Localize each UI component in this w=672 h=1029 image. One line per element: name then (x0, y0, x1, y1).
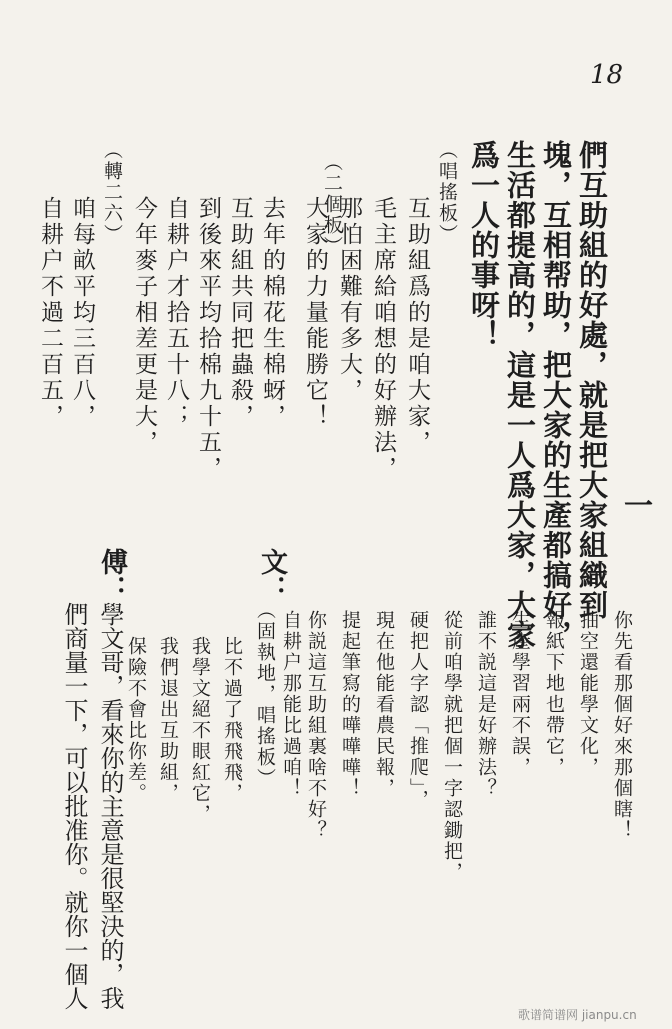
song-line: 大家的力量能勝它！ (302, 196, 328, 430)
watermark: 歌谱简谱网 jianpu.cn (518, 1008, 637, 1022)
verse-line: 抽空還能學文化， (577, 610, 599, 778)
song-line: 今年麥子相差更是大， (131, 196, 157, 456)
song-line: 那怕困難有多大， (336, 196, 362, 404)
stage-cue: （二個板） (321, 152, 343, 257)
song-line: 毛主席給咱想的好辦法， (370, 196, 396, 482)
speaker-label: 文： (256, 548, 287, 602)
verse-line: 你説這互助組裏啥不好？ (305, 610, 327, 841)
verse-line: 我們退出互助組， (157, 636, 179, 804)
verse-line: 自耕户那能比過咱！ (280, 610, 302, 799)
dialogue-line: 們商量一下，可以批准你。就你一個人 (60, 602, 88, 1010)
song-line: 互助組爲的是咱大家， (404, 196, 430, 456)
stage-cue: （唱搖板） (436, 140, 458, 245)
verse-line: 比不過了飛飛飛， (221, 636, 243, 804)
verse-line: 你先看那個好來那個瞎！ (611, 610, 633, 841)
verse-line: 報紙下地也帶它， (543, 610, 565, 778)
prose-line: 們互助組的好處，就是把大家組織到 (575, 140, 609, 620)
stage-cue: （轉二六） (101, 140, 123, 245)
prose-line: 塊，互相帮助，把大家的生產都搞好， (539, 140, 573, 650)
speaker-label: 傅： (96, 548, 127, 602)
song-line: 自耕户才拾五十八； (163, 196, 189, 430)
dialogue-line: 學文哥，看來你的主意是很堅決的，我 (96, 602, 124, 1010)
song-line: 自耕户不過二百五， (37, 196, 63, 430)
stage-cue: （固執地，唱搖板） (254, 600, 276, 789)
verse-line: 現在他能看農民報， (373, 610, 395, 799)
verse-line: 提起筆寫的嘩嘩嘩！ (339, 610, 361, 799)
prose-line-tail: 一 (620, 490, 654, 520)
song-line: 去年的棉花生棉蚜， (259, 196, 285, 430)
song-line: 到後來平均拾棉九十五， (195, 196, 221, 482)
verse-line: 生產學習兩不誤， (509, 610, 531, 778)
prose-line: 生活都提高的，這是一人爲大家，大家 (503, 140, 537, 650)
verse-line: 我學文絕不眼紅它， (189, 636, 211, 825)
song-line: 咱每畝平均三百八， (69, 196, 95, 430)
verse-line: 誰不説這是好辦法？ (475, 610, 497, 799)
prose-line: 爲一人的事呀！ (467, 140, 501, 350)
page-number: 18 (590, 60, 624, 90)
song-line: 互助組共同把蟲殺， (227, 196, 253, 430)
verse-line: 從前咱學就把個一字認鋤把， (441, 610, 463, 883)
verse-line: 保險不會比你差。 (125, 636, 147, 804)
verse-line: 硬把人字認「推爬」， (407, 610, 429, 811)
